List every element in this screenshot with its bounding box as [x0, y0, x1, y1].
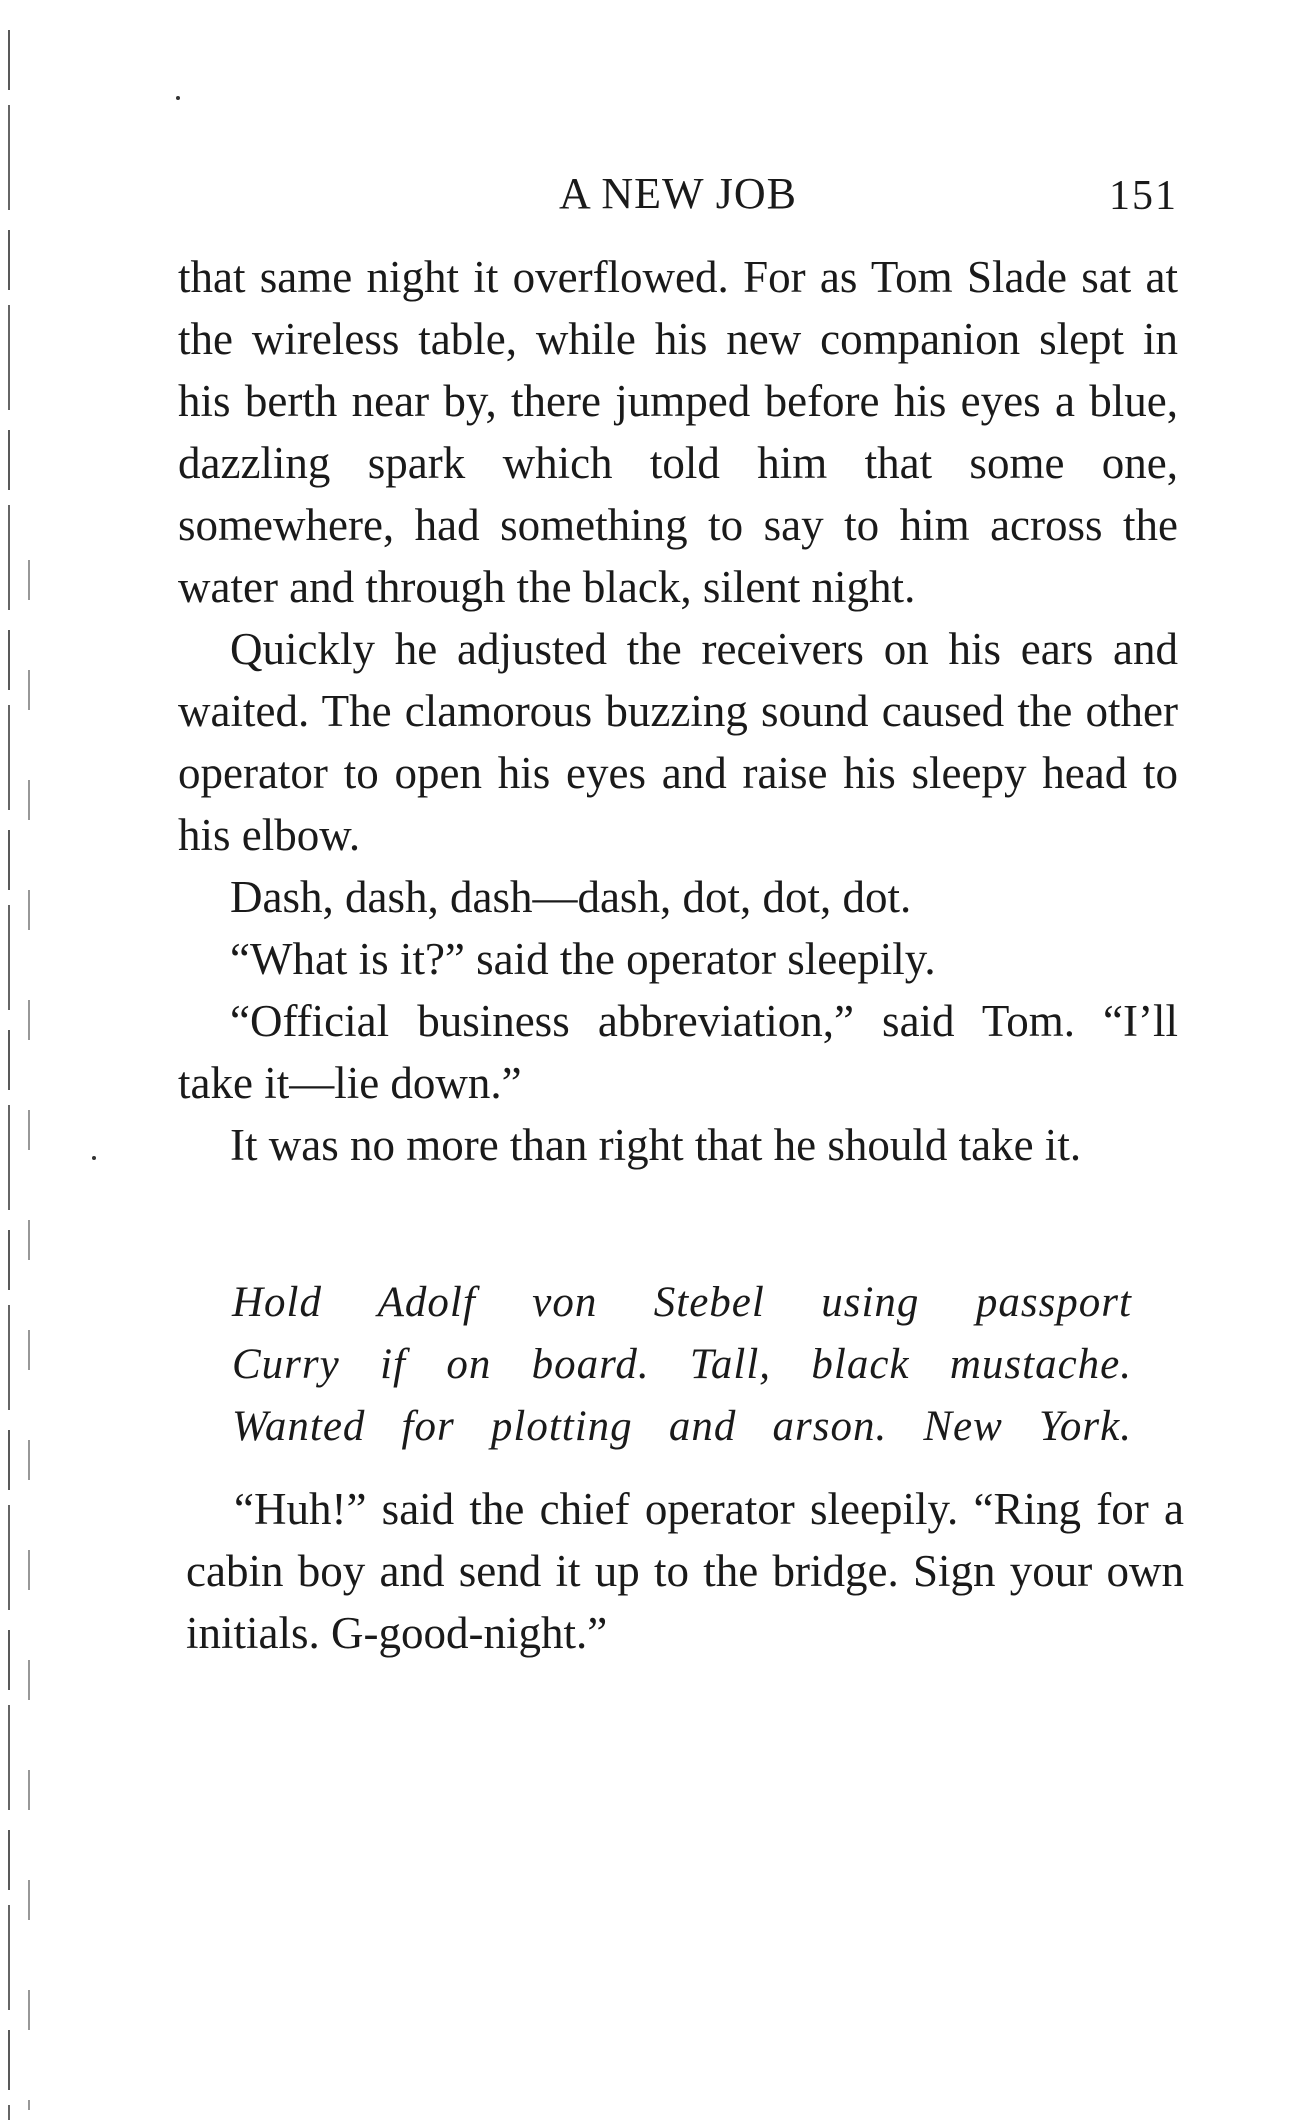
telegram-line: Wanted for plotting and arson. New York. [232, 1403, 1132, 1450]
paragraph: It was no more than right that he should take it. [230, 1120, 1082, 1170]
page-number: 151 [1109, 173, 1178, 219]
telegram-line: Curry if on board. Tall, black mustache. [232, 1341, 1132, 1388]
telegram-message [232, 1272, 1132, 1458]
telegram-line: Hold Adolf von Stebel using passport [232, 1279, 1132, 1326]
scan-speck [176, 96, 180, 100]
paragraph: “What is it?” said the operator sleepily. [230, 934, 936, 984]
paragraph: Dash, dash, dash—dash, dot, dot, dot. [230, 872, 912, 922]
paragraph: “Huh!” said the chief operator sleepily. “Ring for a cabin boy and send it up to the bridge. Sign your own initials. G-good-night.” [186, 1484, 1184, 1658]
chapter-title: A NEW JOB [559, 169, 797, 218]
closing-text [186, 1478, 1184, 1664]
running-head [178, 168, 1178, 228]
scan-gutter-mark [8, 30, 10, 2120]
paragraph: “Official business abbreviation,” said Tom. “I’ll take it—lie down.” [178, 996, 1178, 1108]
scan-gutter-mark-secondary [28, 560, 30, 2110]
paragraph: Quickly he adjusted the receivers on his ears and waited. The clamorous buzzing sound caused the other operator to open his eyes and raise his sleepy head to his elbow. [178, 624, 1178, 860]
scan-speck [92, 1156, 96, 1160]
body-text [178, 246, 1178, 1176]
paragraph-continued: that same night it overflowed. For as Tom Slade sat at the wireless table, while his new companion slept in his berth near by, there jumped before his eyes a blue, dazzling spark which told him that some one, somewhere, had something to say to him across the water and through the black, silent night. [178, 252, 1178, 612]
